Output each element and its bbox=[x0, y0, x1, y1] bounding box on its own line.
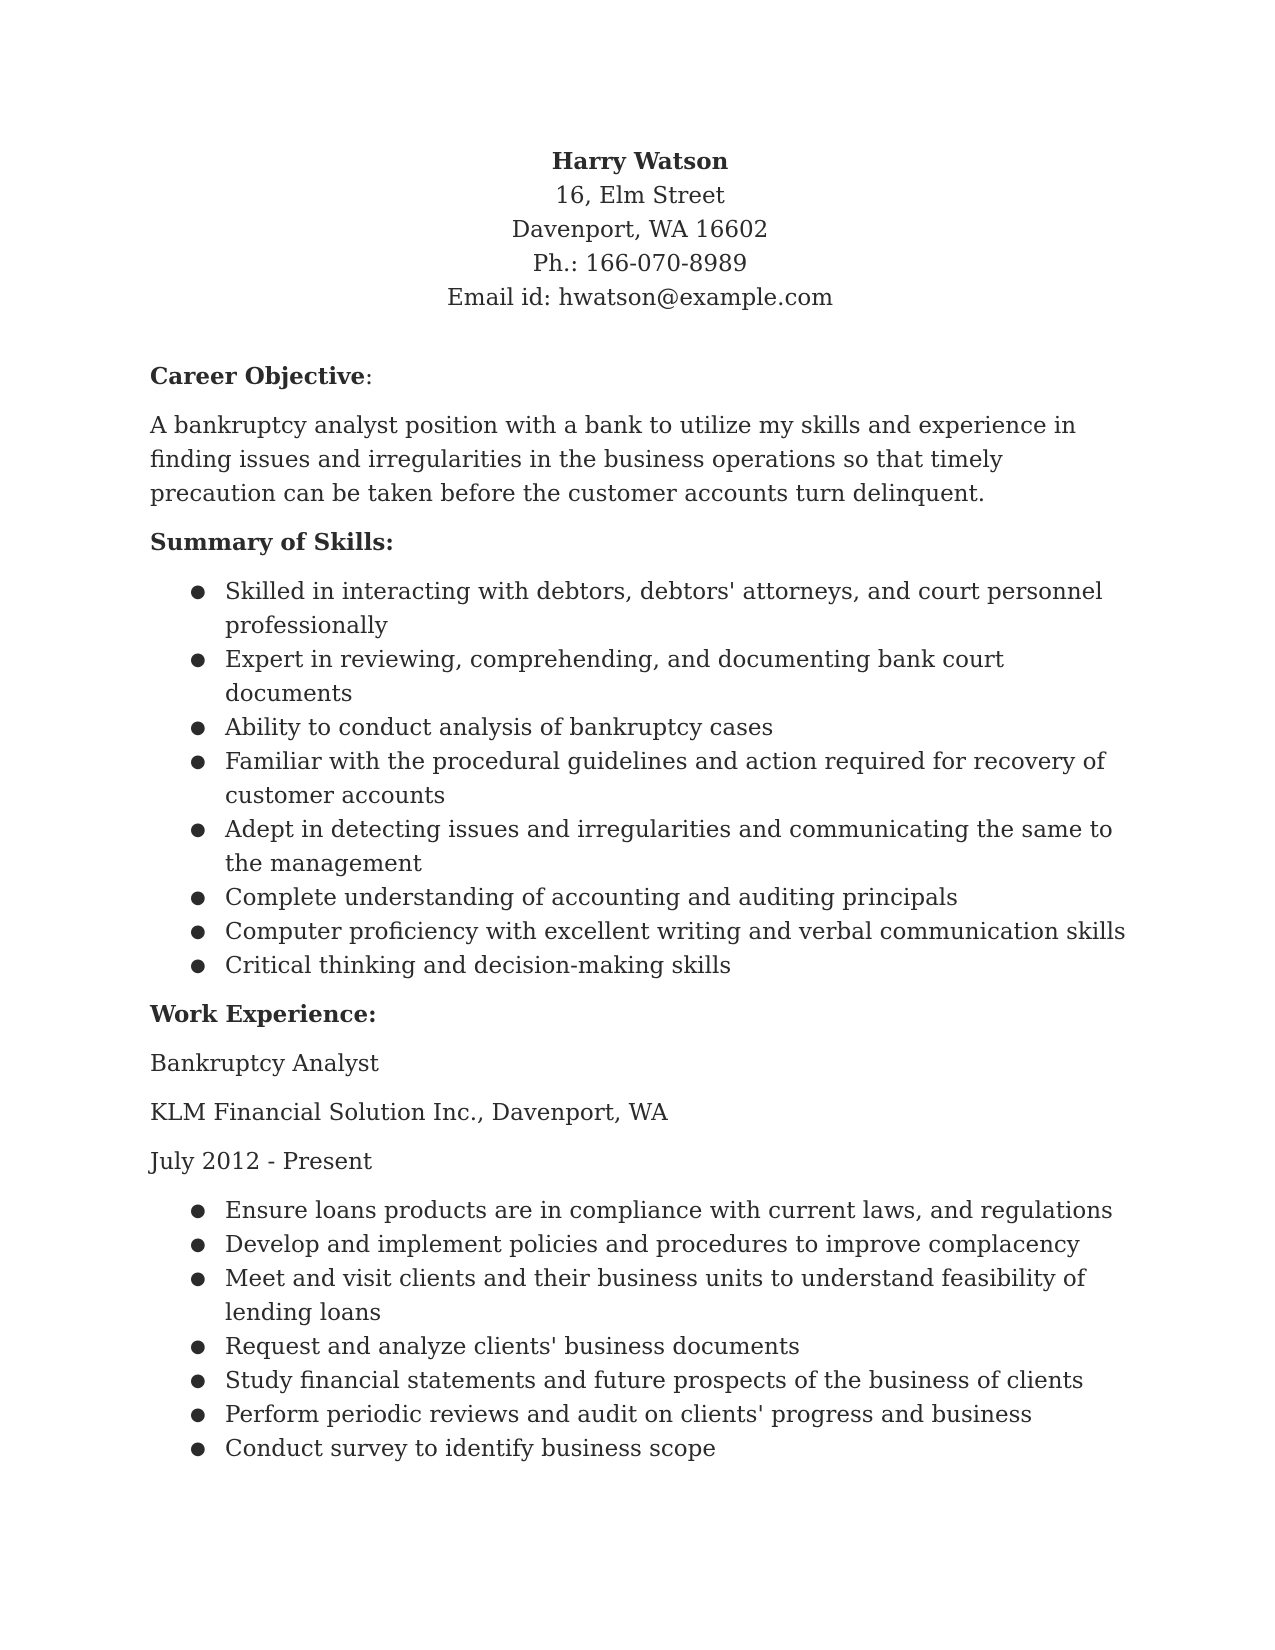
skill-text: Ability to conduct analysis of bankruptcy cases bbox=[225, 715, 774, 741]
responsibility-text: Study financial statements and future prospects of the business of clients bbox=[225, 1368, 1084, 1394]
address-line-2: Davenport, WA 16602 bbox=[511, 217, 769, 243]
email-address: Email id: hwatson@example.com bbox=[446, 285, 834, 311]
list-item bbox=[150, 881, 1130, 915]
responsibility-text: Ensure loans products are in compliance with current laws, and regulations bbox=[225, 1198, 1113, 1224]
responsibility-text: Develop and implement policies and procedures to improve complacency bbox=[225, 1232, 1080, 1258]
list-item bbox=[150, 575, 1130, 643]
career-objective-colon: : bbox=[365, 364, 373, 390]
address-line-1: 16, Elm Street bbox=[555, 183, 725, 209]
responsibility-text: Request and analyze clients' business documents bbox=[225, 1334, 800, 1360]
bullet-icon: ● bbox=[190, 1370, 206, 1391]
job-title: Bankruptcy Analyst bbox=[150, 1051, 379, 1077]
list-item bbox=[150, 643, 1130, 711]
employment-dates: July 2012 - Present bbox=[150, 1149, 373, 1175]
bullet-icon: ● bbox=[190, 1268, 206, 1289]
list-item bbox=[150, 1262, 1130, 1330]
skill-text: Computer proficiency with excellent writing and verbal communication skills bbox=[225, 919, 1126, 945]
list-item bbox=[150, 745, 1130, 813]
bullet-icon: ● bbox=[190, 751, 206, 772]
responsibility-text: Conduct survey to identify business scope bbox=[225, 1436, 716, 1462]
bullet-icon: ● bbox=[190, 1438, 206, 1459]
list-item bbox=[150, 1228, 1130, 1262]
phone-number: Ph.: 166-070-8989 bbox=[532, 251, 748, 277]
list-item bbox=[150, 949, 1130, 983]
list-item bbox=[150, 1432, 1130, 1466]
skill-text: Critical thinking and decision-making skills bbox=[225, 953, 732, 979]
work-experience-heading: Work Experience: bbox=[150, 1001, 377, 1028]
responsibility-text: Meet and visit clients and their business units to understand feasibility of lending loans bbox=[225, 1266, 1086, 1326]
skill-text: Skilled in interacting with debtors, debtors' attorneys, and court personnel professionally bbox=[225, 579, 1103, 639]
skill-text: Familiar with the procedural guidelines and action required for recovery of customer accounts bbox=[225, 749, 1105, 809]
bullet-icon: ● bbox=[190, 955, 206, 976]
bullet-icon: ● bbox=[190, 1336, 206, 1357]
list-item bbox=[150, 813, 1130, 881]
bullet-icon: ● bbox=[190, 1234, 206, 1255]
responsibility-text: Perform periodic reviews and audit on clients' progress and business bbox=[225, 1402, 1033, 1428]
list-item bbox=[150, 1194, 1130, 1228]
skills-heading: Summary of Skills: bbox=[150, 529, 394, 556]
resume-page bbox=[150, 145, 1130, 1481]
bullet-icon: ● bbox=[190, 1404, 206, 1425]
bullet-icon: ● bbox=[190, 819, 206, 840]
bullet-icon: ● bbox=[190, 887, 206, 908]
skills-list bbox=[150, 575, 1130, 983]
list-item bbox=[150, 1330, 1130, 1364]
career-objective-heading bbox=[150, 360, 1130, 394]
list-item bbox=[150, 1398, 1130, 1432]
list-item bbox=[150, 1364, 1130, 1398]
skill-text: Adept in detecting issues and irregularities and communicating the same to the management bbox=[225, 817, 1113, 877]
bullet-icon: ● bbox=[190, 1200, 206, 1221]
list-item bbox=[150, 711, 1130, 745]
bullet-icon: ● bbox=[190, 581, 206, 602]
career-objective-text: A bankruptcy analyst position with a bank to utilize my skills and experience in finding issues and irregularities in the business operations so that timely precaution can be taken before the customer accounts turn delinquent. bbox=[150, 413, 1077, 507]
bullet-icon: ● bbox=[190, 921, 206, 942]
list-item bbox=[150, 915, 1130, 949]
bullet-icon: ● bbox=[190, 649, 206, 670]
career-objective-title: Career Objective bbox=[150, 363, 366, 390]
bullet-icon: ● bbox=[190, 717, 206, 738]
responsibilities-list bbox=[150, 1194, 1130, 1466]
skill-text: Complete understanding of accounting and auditing principals bbox=[225, 885, 958, 911]
company-name: KLM Financial Solution Inc., Davenport, WA bbox=[150, 1100, 668, 1126]
contact-header bbox=[150, 145, 1130, 315]
candidate-name: Harry Watson bbox=[551, 148, 729, 175]
skill-text: Expert in reviewing, comprehending, and documenting bank court documents bbox=[225, 647, 1005, 707]
